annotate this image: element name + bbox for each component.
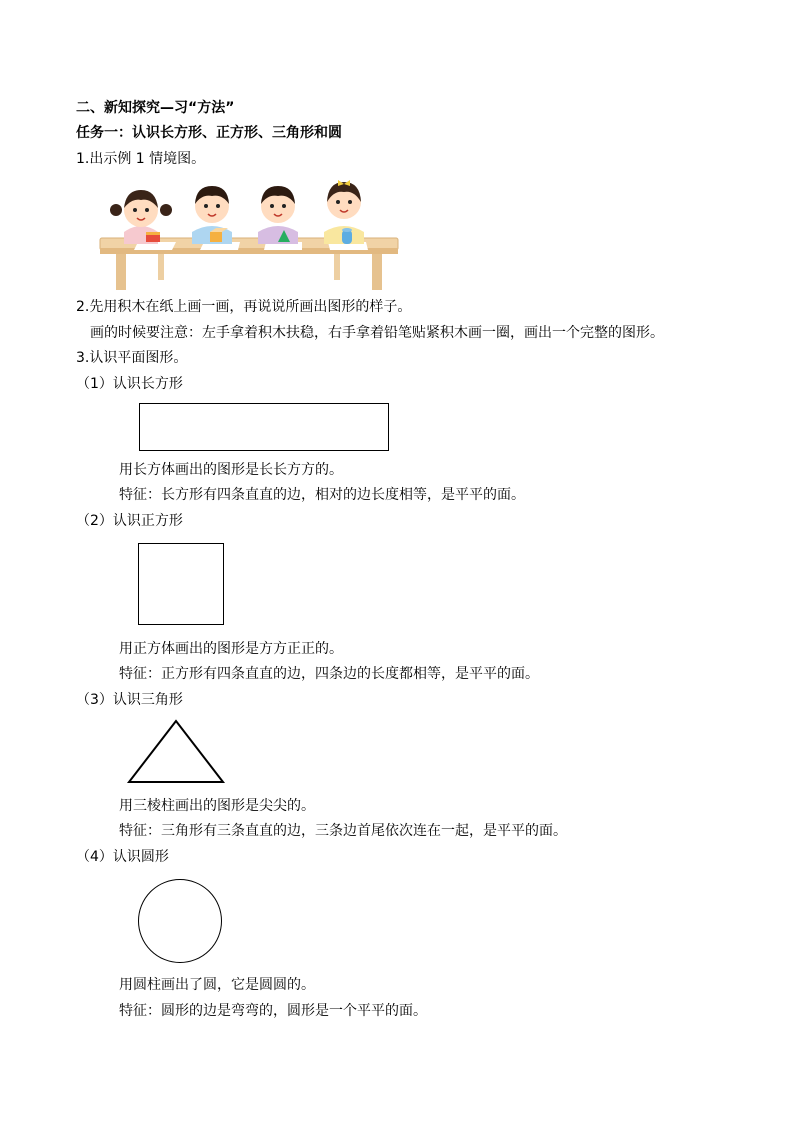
square-description: 用正方体画出的图形是方方正正的。 — [119, 641, 343, 657]
square-feature: 特征：正方形有四条直直的边，四条边的长度都相等，是平平的面。 — [119, 666, 539, 682]
circle-description: 用圆柱画出了圆，它是圆圆的。 — [119, 977, 315, 993]
step-2: 2.先用积木在纸上画一画，再说说所画出图形的样子。 — [76, 299, 412, 315]
step-1: 1.出示例 1 情境图。 — [76, 151, 206, 167]
circle-heading: （4）认识圆形 — [76, 849, 169, 865]
rectangle-description: 用长方体画出的图形是长长方方的。 — [119, 462, 343, 478]
circle-feature: 特征：圆形的边是弯弯的，圆形是一个平平的面。 — [119, 1003, 427, 1019]
rectangle-heading: （1）认识长方形 — [76, 376, 183, 392]
triangle-shape — [126, 718, 226, 786]
task-title: 任务一：认识长方形、正方形、三角形和圆 — [76, 125, 342, 141]
triangle-heading: （3）认识三角形 — [76, 692, 183, 708]
square-shape — [138, 543, 224, 625]
section-title: 二、新知探究—习“方法” — [76, 100, 235, 116]
square-heading: （2）认识正方形 — [76, 513, 183, 529]
step-2-note: 画的时候要注意：左手拿着积木扶稳，右手拿着铅笔贴紧积木画一圈，画出一个完整的图形。 — [90, 325, 664, 341]
triangle-description: 用三棱柱画出的图形是尖尖的。 — [119, 798, 315, 814]
rectangle-shape — [139, 403, 389, 451]
circle-shape — [138, 879, 222, 963]
triangle-feature: 特征：三角形有三条直直的边，三条边首尾依次连在一起，是平平的面。 — [119, 823, 567, 839]
rectangle-feature: 特征：长方形有四条直直的边，相对的边长度相等，是平平的面。 — [119, 487, 525, 503]
children-at-table-illustration — [98, 172, 400, 292]
step-3: 3.认识平面图形。 — [76, 350, 188, 366]
